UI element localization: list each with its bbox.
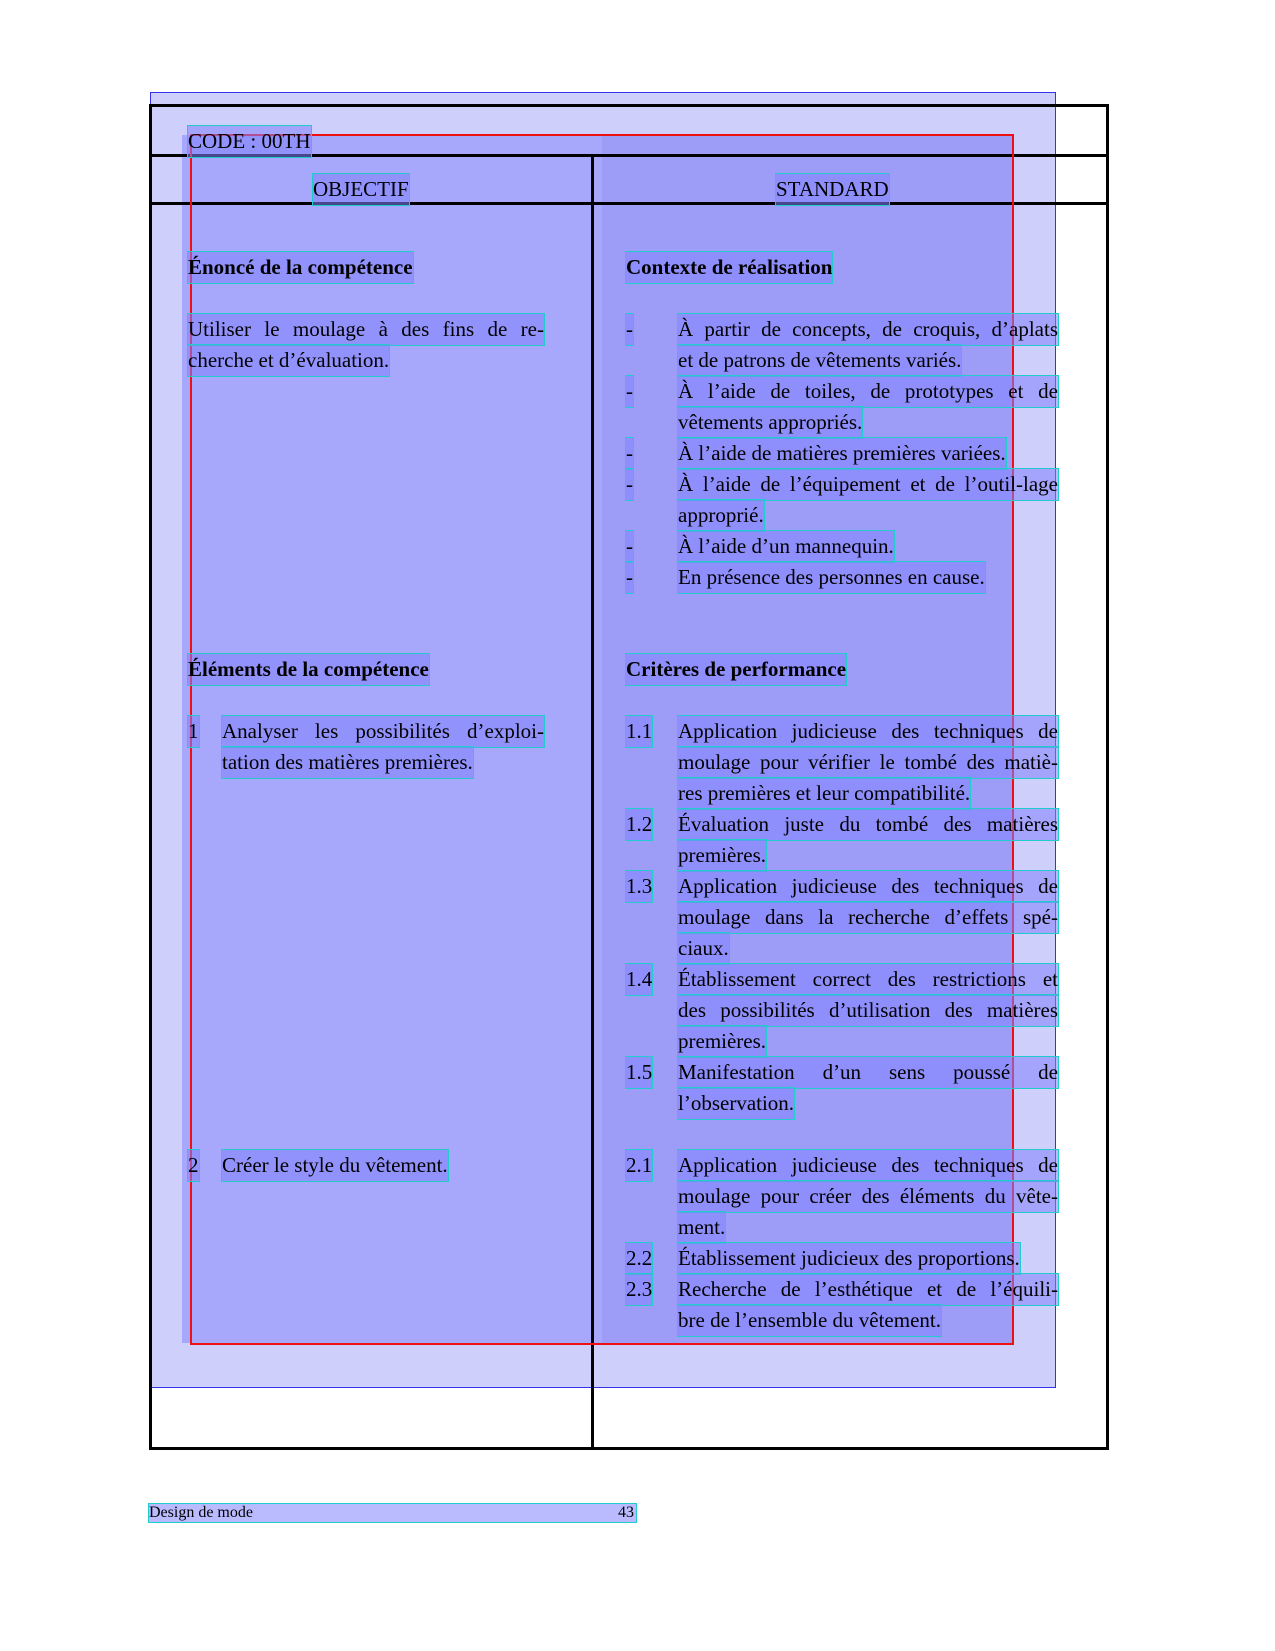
context-item-line: En présence des personnes en cause. xyxy=(678,562,985,593)
context-marker: - xyxy=(626,376,633,407)
criterion-line: res premières et leur compatibilité. xyxy=(678,778,970,809)
criterion-line: ment. xyxy=(678,1212,725,1243)
criterion-line: Application judicieuse des techniques de xyxy=(678,716,1058,747)
criterion-line: l’observation. xyxy=(678,1088,794,1119)
context-item-line: À l’aide de matières premières variées. xyxy=(678,438,1006,469)
table-left-border xyxy=(149,104,152,1450)
page-footer xyxy=(149,1504,636,1522)
criterion-line: moulage dans la recherche d’effets spé- xyxy=(678,902,1058,933)
criterion-line: des possibilités d’utilisation des matières xyxy=(678,995,1058,1026)
table-right-border xyxy=(1106,104,1109,1450)
context-item-line: et de patrons de vêtements variés. xyxy=(678,345,961,376)
criterion-number: 1.2 xyxy=(626,809,652,840)
criterion-number: 1.1 xyxy=(626,716,652,747)
criterion-line: bre de l’ensemble du vêtement. xyxy=(678,1305,941,1336)
element-line: Créer le style du vêtement. xyxy=(222,1150,448,1181)
table-bottom-border xyxy=(149,1447,1109,1450)
element-number: 2 xyxy=(188,1150,199,1181)
page-number: 43 xyxy=(618,1504,634,1521)
criterion-number: 2.1 xyxy=(626,1150,652,1181)
criterion-number: 2.2 xyxy=(626,1243,652,1274)
element-line: Analyser les possibilités d’exploi- xyxy=(222,716,544,747)
context-item-line: À l’aide de l’équipement et de l’outil-lage xyxy=(678,469,1058,500)
heading-contexte: Contexte de réalisation xyxy=(626,252,832,283)
criterion-line: ciaux. xyxy=(678,933,729,964)
context-marker: - xyxy=(626,314,633,345)
competence-line-1: Utiliser le moulage à des fins de re- xyxy=(188,314,544,345)
element-number: 1 xyxy=(188,716,199,747)
table-top-border xyxy=(149,104,1109,107)
context-marker: - xyxy=(626,469,633,500)
code-label: CODE : 00TH xyxy=(188,126,311,157)
criterion-line: Évaluation juste du tombé des matières xyxy=(678,809,1058,840)
heading-criteres: Critères de performance xyxy=(626,654,846,685)
context-item-line: À l’aide d’un mannequin. xyxy=(678,531,894,562)
criterion-number: 1.4 xyxy=(626,964,652,995)
criterion-line: Application judicieuse des techniques de xyxy=(678,1150,1058,1181)
criterion-line: premières. xyxy=(678,840,766,871)
context-marker: - xyxy=(626,562,633,593)
context-item-line: À partir de concepts, de croquis, d’aplats xyxy=(678,314,1058,345)
context-item-line: vêtements appropriés. xyxy=(678,407,862,438)
element-line: tation des matières premières. xyxy=(222,747,473,778)
criterion-number: 1.5 xyxy=(626,1057,652,1088)
context-marker: - xyxy=(626,438,633,469)
footer-title: Design de mode xyxy=(149,1504,253,1521)
context-item-line: approprié. xyxy=(678,500,764,531)
column-header-objectif: OBJECTIF xyxy=(313,174,409,205)
criterion-number: 2.3 xyxy=(626,1274,652,1305)
criterion-line: Application judicieuse des techniques de xyxy=(678,871,1058,902)
criterion-line: Recherche de l’esthétique et de l’équili- xyxy=(678,1274,1058,1305)
context-item-line: À l’aide de toiles, de prototypes et de xyxy=(678,376,1058,407)
context-marker: - xyxy=(626,531,633,562)
heading-enonce: Énoncé de la compétence xyxy=(188,252,413,283)
criterion-number: 1.3 xyxy=(626,871,652,902)
criterion-line: Établissement judicieux des proportions. xyxy=(678,1243,1020,1274)
criterion-line: premières. xyxy=(678,1026,766,1057)
column-header-standard: STANDARD xyxy=(776,174,889,205)
heading-elements: Éléments de la compétence xyxy=(188,654,429,685)
competence-line-2: cherche et d’évaluation. xyxy=(188,345,389,376)
criterion-line: moulage pour créer des éléments du vête- xyxy=(678,1181,1058,1212)
criterion-line: Établissement correct des restrictions et xyxy=(678,964,1058,995)
criterion-line: moulage pour vérifier le tombé des matiè- xyxy=(678,747,1058,778)
criterion-line: Manifestation d’un sens poussé de xyxy=(678,1057,1058,1088)
